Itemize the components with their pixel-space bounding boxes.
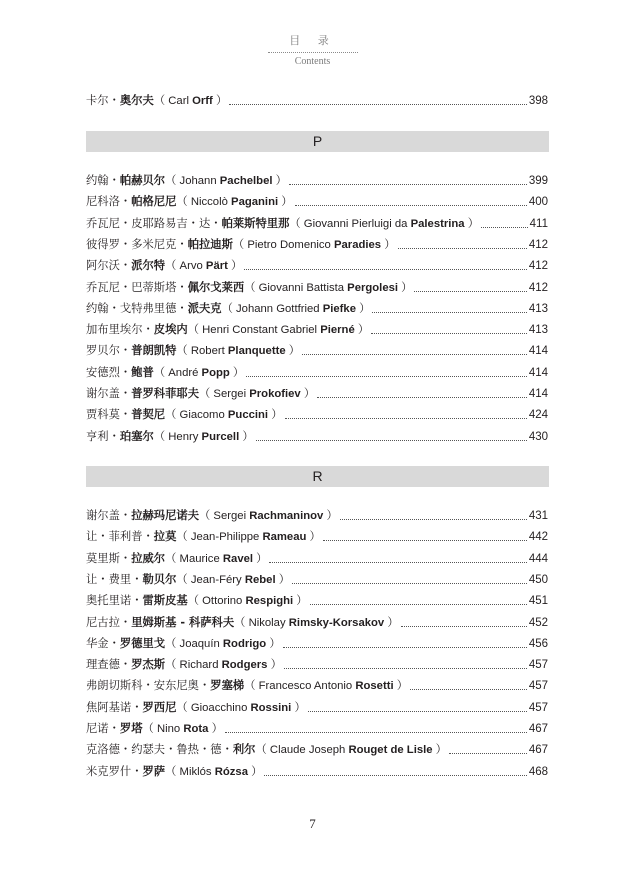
entry-page-number: 468 (528, 765, 548, 778)
entry-original-name: （ Richard Rodgers ） (165, 659, 282, 672)
entry-original-name: （ Robert Planquette ） (176, 345, 301, 358)
dot-leader (449, 753, 527, 754)
entry-page-number: 414 (528, 388, 548, 400)
entry-chinese-name: 尼古拉・里姆斯基 - 科萨科夫 (86, 615, 235, 629)
section-letter-bar: P (86, 131, 549, 152)
entry-chinese-name: 亨利・珀塞尔 (86, 429, 154, 443)
page-number: 7 (309, 816, 316, 831)
entry-original-name: （ Henry Purcell ） (153, 430, 254, 443)
toc-entry[interactable] (86, 572, 548, 588)
dot-leader (244, 269, 526, 270)
toc-entry[interactable] (86, 407, 548, 423)
entry-original-name: （ Pietro Domenico Paradies ） (232, 238, 396, 251)
entry-chinese-name: 阿尔沃・派尔特 (86, 259, 166, 273)
entry-chinese-name: 贾科莫・普契尼 (86, 408, 166, 422)
dot-leader (289, 184, 527, 185)
entry-chinese-name: 乔瓦尼・皮耶路易吉・达・帕莱斯特里那 (86, 216, 290, 230)
entry-chinese-name: 安德烈・鲍普 (86, 365, 154, 379)
entry-chinese-name: 让・菲利普・拉莫 (86, 530, 177, 544)
dot-leader (410, 689, 527, 690)
entry-page-number: 444 (528, 552, 548, 565)
toc-entry[interactable] (86, 742, 548, 758)
header-title-en: Contents (294, 56, 331, 67)
toc-entry[interactable] (86, 764, 548, 780)
entry-original-name: （ Giacomo Puccini ） (165, 409, 283, 422)
entry-chinese-name: 加布里埃尔・皮埃内 (86, 323, 188, 337)
toc-entry[interactable] (86, 551, 548, 567)
dot-leader (284, 668, 527, 669)
dot-leader (371, 333, 527, 334)
toc-entry[interactable] (86, 386, 548, 402)
dot-leader (414, 291, 526, 292)
toc-entry[interactable] (86, 173, 548, 189)
toc-entry[interactable] (86, 721, 548, 737)
toc-entry[interactable] (86, 258, 548, 274)
dot-leader (323, 540, 527, 541)
toc-entry[interactable] (86, 529, 548, 545)
entry-chinese-name: 谢尔盖・普罗科菲耶夫 (86, 387, 199, 400)
entry-original-name: （ André Popp ） (153, 366, 245, 379)
entry-original-name: （ Ottorino Respighi ） (187, 595, 308, 608)
dot-leader (398, 248, 527, 249)
entry-original-name: （ Jean-Féry Rebel ） (176, 573, 291, 586)
entry-chinese-name: 莫里斯・拉威尔 (86, 551, 166, 565)
entry-original-name: （ Jean-Philippe Rameau ） (176, 531, 321, 544)
entry-page-number: 412 (528, 238, 548, 251)
dot-leader (317, 397, 527, 398)
toc-entry[interactable] (86, 657, 548, 673)
entry-original-name: （ Carl Orff ） (153, 95, 228, 107)
toc-entry[interactable] (86, 636, 548, 652)
dot-leader (283, 647, 527, 648)
dot-leader (302, 354, 527, 355)
entry-original-name: （ Nikolay Rimsky-Korsakov ） (234, 616, 399, 629)
entry-page-number: 413 (528, 302, 548, 315)
toc-entry[interactable] (86, 593, 548, 609)
entry-page-number: 467 (528, 723, 548, 735)
entry-chinese-name: 约翰・帕赫贝尔 (86, 174, 166, 187)
entry-chinese-name: 米克罗什・罗萨 (86, 764, 166, 778)
entry-page-number: 451 (528, 595, 548, 608)
entry-page-number: 467 (528, 744, 548, 757)
toc-entry[interactable] (86, 194, 548, 210)
dot-leader (310, 604, 527, 605)
dot-leader (225, 732, 527, 733)
entry-page-number: 412 (528, 281, 548, 294)
entry-chinese-name: 尼科洛・帕格尼尼 (86, 195, 177, 209)
entry-chinese-name: 焦阿基诺・罗西尼 (86, 700, 177, 714)
entry-original-name: （ Joaquín Rodrigo ） (165, 637, 281, 650)
entry-chinese-name: 让・费里・勒贝尔 (86, 572, 177, 586)
entry-original-name: （ Giovanni Battista Pergolesi ） (244, 281, 413, 294)
entry-chinese-name: 谢尔盖・拉赫玛尼诺夫 (86, 509, 199, 522)
entry-page-number: 450 (528, 573, 548, 586)
entry-original-name: （ Claude Joseph Rouget de Lisle ） (255, 744, 447, 757)
entry-original-name: （ Miklós Rózsa ） (165, 765, 263, 778)
entry-page-number: 431 (528, 510, 548, 522)
entry-original-name: （ Johann Gottfried Piefke ） (221, 302, 371, 315)
dot-leader (256, 440, 527, 441)
dot-leader (401, 626, 527, 627)
entry-page-number: 442 (528, 531, 548, 544)
toc-entry[interactable] (86, 700, 548, 716)
entry-chinese-name: 彼得罗・多米尼克・帕拉迪斯 (86, 237, 233, 251)
toc-entry[interactable] (86, 216, 548, 232)
toc-entry[interactable] (86, 237, 548, 253)
toc-entry[interactable] (86, 365, 548, 381)
entry-page-number: 414 (528, 345, 548, 358)
section-letter-bar: R (86, 466, 549, 487)
toc-entry[interactable] (86, 508, 548, 524)
dot-leader (246, 376, 527, 377)
entry-page-number: 400 (528, 196, 548, 209)
entry-original-name: （ Sergei Prokofiev ） (199, 388, 316, 400)
dot-leader (269, 562, 526, 563)
entry-page-number: 398 (528, 95, 548, 107)
dot-leader (295, 205, 527, 206)
running-header (0, 34, 625, 67)
entry-original-name: （ Arvo Pärt ） (165, 260, 243, 273)
entry-original-name: （ Nino Rota ） (142, 723, 223, 735)
dot-leader (229, 104, 527, 105)
entry-page-number: 399 (528, 175, 548, 187)
dot-leader (285, 418, 527, 419)
dot-leader (308, 711, 527, 712)
entry-original-name: （ Sergei Rachmaninov ） (199, 510, 338, 522)
entry-page-number: 457 (528, 680, 548, 693)
toc-entry[interactable] (86, 301, 548, 317)
toc-entry[interactable] (86, 678, 548, 694)
dot-leader (340, 519, 527, 520)
entry-chinese-name: 理查德・罗杰斯 (86, 658, 166, 672)
entry-chinese-name: 奥托里诺・雷斯皮基 (86, 594, 188, 608)
entry-page-number: 412 (528, 260, 548, 273)
entry-page-number: 452 (528, 616, 548, 629)
entry-original-name: （ Giovanni Pierluigi da Palestrina ） (289, 217, 480, 230)
entry-page-number: 424 (528, 409, 548, 422)
dot-leader (481, 227, 528, 228)
dot-leader (372, 312, 526, 313)
entry-chinese-name: 华金・罗德里戈 (86, 636, 166, 650)
dot-leader (292, 583, 527, 584)
entry-page-number: 456 (528, 637, 548, 650)
entry-original-name: （ Johann Pachelbel ） (165, 175, 287, 187)
entry-page-number: 414 (528, 366, 548, 379)
entry-original-name: （ Niccolò Paganini ） (176, 196, 293, 209)
entry-original-name: （ Henri Constant Gabriel Pierné ） (187, 324, 370, 337)
toc-entry[interactable] (86, 343, 548, 359)
entry-original-name: （ Maurice Ravel ） (165, 552, 268, 565)
toc-entry[interactable] (86, 615, 548, 631)
toc-entry[interactable] (86, 429, 548, 445)
entry-chinese-name: 卡尔・奥尔夫 (86, 94, 154, 107)
toc-entry[interactable] (86, 280, 548, 296)
entry-page-number: 430 (528, 430, 548, 443)
toc-entry[interactable] (86, 322, 548, 338)
entry-page-number: 411 (529, 217, 548, 230)
entry-page-number: 413 (528, 324, 548, 337)
entry-original-name: （ Gioacchino Rossini ） (176, 701, 306, 714)
entry-chinese-name: 弗朗切斯科・安东尼奥・罗塞梯 (86, 679, 245, 693)
toc-entry[interactable] (86, 93, 548, 109)
entry-original-name: （ Francesco Antonio Rosetti ） (244, 680, 409, 693)
header-divider (268, 52, 358, 53)
entry-chinese-name: 约翰・戈特弗里德・派夫克 (86, 301, 222, 315)
entry-page-number: 457 (528, 659, 548, 672)
entry-chinese-name: 克洛德・约瑟夫・鲁热・德・利尔 (86, 743, 256, 757)
entry-chinese-name: 尼诺・罗塔 (86, 722, 143, 735)
entry-chinese-name: 罗贝尔・普朗凯特 (86, 344, 177, 358)
dot-leader (264, 775, 526, 776)
header-title-cn: 目 录 (289, 34, 336, 47)
entry-page-number: 457 (528, 701, 548, 714)
entry-chinese-name: 乔瓦尼・巴蒂斯塔・佩尔戈莱西 (86, 280, 245, 294)
